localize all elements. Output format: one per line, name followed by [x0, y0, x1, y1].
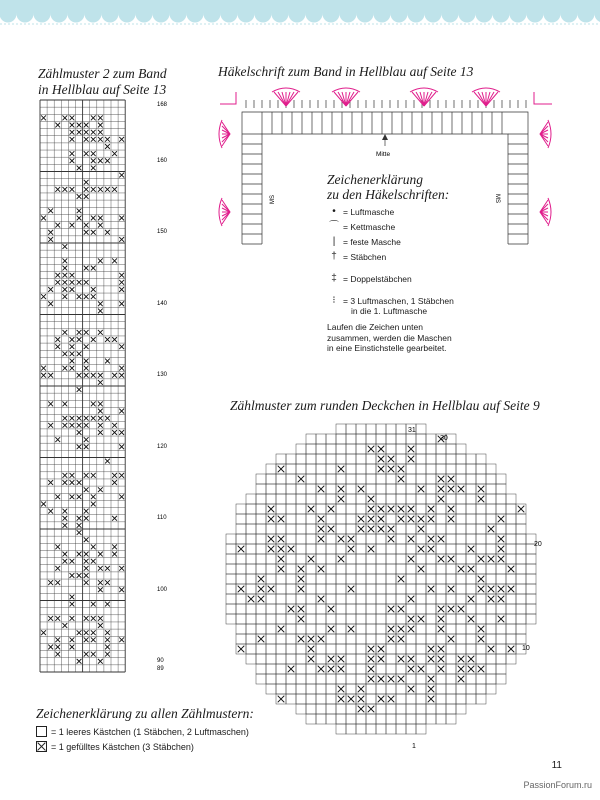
round-chart-title: Zählmuster zum runden Deckchen in Hellblau auf Seite 9	[230, 398, 540, 413]
legend-note-line1: Laufen die Zeichen unten	[327, 322, 423, 332]
legend-luftmasche	[327, 207, 497, 217]
mitte-label: Mitte	[376, 151, 391, 158]
round-label-31: 31	[408, 427, 416, 434]
legend-filled-box	[36, 741, 254, 752]
row-label-110: 110	[157, 515, 167, 521]
band-chart-title-line2: in Hellblau auf Seite 13	[38, 82, 167, 97]
legend-staebchen	[327, 252, 497, 262]
doppelstaebchen-icon: ‡	[331, 273, 337, 284]
ms-label-left: MS	[270, 195, 276, 204]
legend-note-line2: zusammen, werden die Maschen	[327, 332, 452, 343]
chain-treble-icon: ⁝	[332, 295, 336, 306]
legend-label: = Kettmasche	[343, 222, 396, 232]
legend-label: = Doppelstäbchen	[343, 274, 412, 284]
row-label-168: 168	[157, 102, 168, 108]
legend-label: = feste Masche	[343, 237, 401, 247]
legend-empty-label: = 1 leeres Kästchen (1 Stäbchen, 2 Luftmaschen)	[51, 726, 249, 737]
filled-box-icon	[36, 741, 47, 752]
row-label-100: 100	[157, 587, 168, 593]
scallop-border	[0, 0, 600, 26]
symbol-legend-title-line1: Zeichenerklärung	[327, 172, 423, 187]
band-chart-title	[38, 66, 167, 98]
band-count-chart	[30, 96, 180, 676]
luftmasche-icon: •	[332, 206, 336, 217]
page-number: 11	[551, 760, 562, 771]
legend-label: = 3 Luftmaschen, 1 Stäbchen	[343, 296, 454, 306]
symbol-legend-title	[327, 172, 497, 202]
hakelschrift-title: Häkelschrift zum Band in Hellblau auf Seite 13	[218, 64, 474, 79]
ms-label-right: MS	[494, 194, 500, 203]
row-label-89: 89	[157, 666, 164, 672]
legend-label: = Stäbchen	[343, 252, 387, 262]
row-label-150: 150	[157, 229, 168, 235]
round-label-10: 10	[522, 645, 530, 652]
legend-note-line3: in eine Einstichstelle gearbeitet.	[327, 343, 447, 353]
legend-empty-box	[36, 726, 254, 737]
legend-note	[327, 322, 497, 354]
round-label-30: 30	[440, 435, 448, 442]
feste-masche-icon: |	[332, 236, 336, 247]
legend-kettmasche	[327, 222, 497, 232]
chart-legend-title: Zeichenerklärung zu allen Zählmustern:	[36, 706, 254, 721]
chart-legend	[36, 706, 254, 752]
row-label-130: 130	[157, 372, 168, 378]
legend-feste-masche	[327, 237, 497, 247]
legend-luftmaschen-staebchen	[327, 296, 497, 316]
round-label-20: 20	[534, 541, 542, 548]
band-chart-title-line1: Zählmuster 2 zum Band	[38, 66, 167, 81]
round-count-chart	[216, 418, 556, 758]
watermark: PassionForum.ru	[523, 780, 592, 790]
empty-box-icon	[36, 726, 47, 737]
row-label-90: 90	[157, 658, 164, 664]
row-label-140: 140	[157, 301, 168, 307]
legend-label-2: in die 1. Luftmasche	[351, 306, 428, 316]
symbol-legend-title-line2: zu den Häkelschriften:	[327, 187, 450, 202]
legend-filled-label: = 1 gefülltes Kästchen (3 Stäbchen)	[51, 741, 194, 752]
row-label-160: 160	[157, 158, 168, 164]
kettmasche-icon: ⌒	[329, 221, 339, 232]
round-label-1: 1	[412, 743, 416, 750]
row-label-120: 120	[157, 444, 168, 450]
staebchen-icon: †	[331, 251, 337, 262]
symbol-legend	[327, 172, 497, 354]
legend-doppelstaebchen	[327, 274, 497, 284]
legend-label: = Luftmasche	[343, 207, 395, 217]
